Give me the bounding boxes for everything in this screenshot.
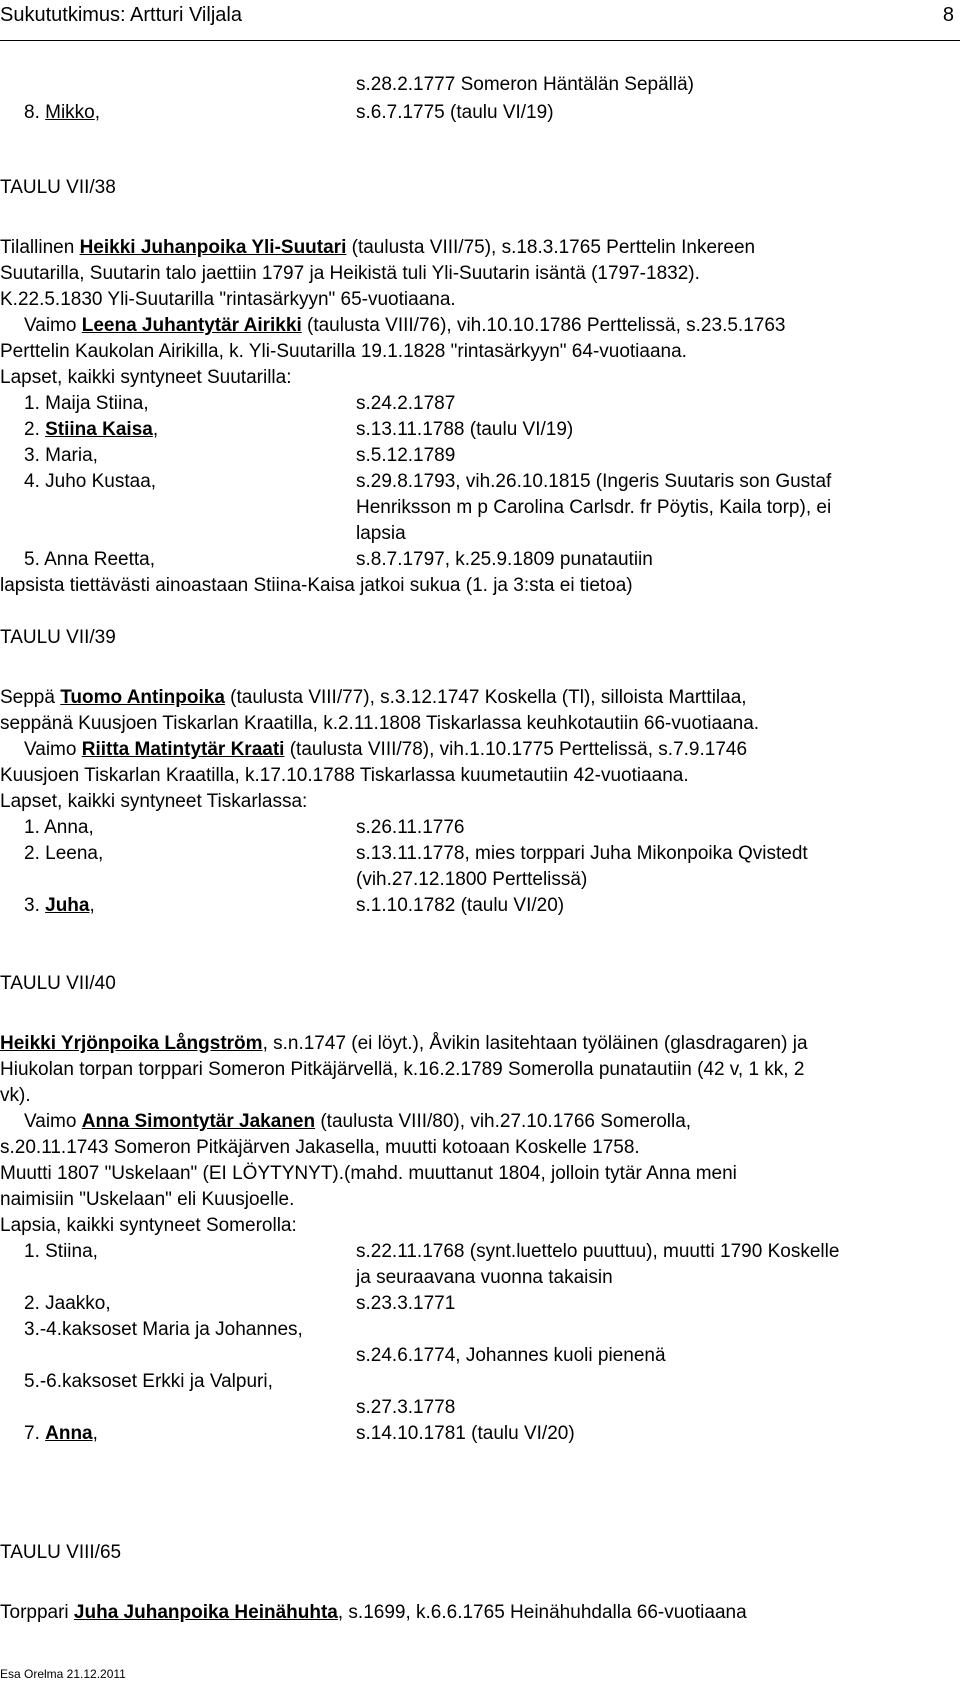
paragraph-line: vk).: [0, 1085, 31, 1106]
child-date-cont: (vih.27.12.1800 Perttelissä): [356, 869, 588, 890]
child-name: 3.-4.kaksoset Maria ja Johannes,: [24, 1319, 303, 1340]
children-heading: Lapset, kaikki syntyneet Tiskarlassa:: [0, 791, 308, 812]
child-name: 5. Anna Reetta,: [24, 549, 155, 570]
paragraph-line: Perttelin Kaukolan Airikilla, k. Yli-Suutarilla 19.1.1828 "rintasärkyyn" 64-vuotiaana.: [0, 341, 687, 362]
child-name: 3. Maria,: [24, 445, 98, 466]
child-name: 1. Stiina,: [24, 1241, 98, 1262]
header-page-number: 8: [942, 4, 954, 26]
footer-author: Esa Orelma 21.12.2011: [0, 1667, 126, 1681]
child-date: s.29.8.1793, vih.26.10.1815 (Ingeris Suutaris son Gustaf: [356, 471, 832, 492]
children-heading: Lapsia, kaikki syntyneet Somerolla:: [0, 1215, 297, 1236]
child-date-cont: ja seuraavana vuonna takaisin: [356, 1267, 613, 1288]
section-heading: TAULU VII/40: [0, 973, 116, 994]
paragraph-line: Seppä Tuomo Antinpoika (taulusta VIII/77), s.3.12.1747 Koskella (Tl), silloista Marttilaa,: [0, 687, 747, 708]
child-date: s.13.11.1788 (taulu VI/19): [356, 419, 574, 440]
child-date: s.24.2.1787: [356, 393, 456, 414]
paragraph-line: Torppari Juha Juhanpoika Heinähuhta, s.1699, k.6.6.1765 Heinähuhdalla 66-vuotiaana: [0, 1602, 747, 1623]
child-date: s.13.11.1778, mies torppari Juha Mikonpoika Qvistedt: [356, 843, 808, 864]
child-name: 3. Juha,: [24, 895, 95, 916]
entry-7-date: s.28.2.1777 Someron Häntälän Sepällä): [356, 74, 695, 95]
paragraph-line: Kuusjoen Tiskarlan Kraatilla, k.17.10.1788 Tiskarlassa kuumetautiin 42-vuotiaana.: [0, 765, 689, 786]
paragraph-line: K.22.5.1830 Yli-Suutarilla "rintasärkyyn" 65-vuotiaana.: [0, 289, 456, 310]
spouse-name[interactable]: Leena Juhantytär Airikki: [81, 315, 302, 336]
paragraph-line: Suutarilla, Suutarin talo jaettiin 1797 ja Heikistä tuli Yli-Suutarin isäntä (1797-1832).: [0, 263, 700, 284]
paragraph-line: naimisiin "Uskelaan" eli Kuusjoelle.: [0, 1189, 295, 1210]
child-name: 1. Maija Stiina,: [24, 393, 149, 414]
child-date: s.23.3.1771: [356, 1293, 456, 1314]
child-date-cont: lapsia: [356, 523, 406, 544]
spouse-name[interactable]: Riitta Matintytär Kraati: [81, 739, 285, 760]
person-name[interactable]: Heikki Juhanpoika Yli-Suutari: [79, 237, 347, 258]
paragraph-line: Muutti 1807 "Uskelaan" (EI LÖYTYNYT).(mahd. muuttanut 1804, jolloin tytär Anna meni: [0, 1163, 737, 1184]
entry-8-name: 8. Mikko,: [24, 102, 101, 123]
link-anna[interactable]: Anna: [45, 1423, 93, 1444]
child-date: s.27.3.1778: [356, 1397, 456, 1418]
spouse-line: Vaimo Riitta Matintytär Kraati (taulusta VIII/78), vih.1.10.1775 Perttelissä, s.7.9.1746: [24, 739, 748, 760]
spouse-line: Vaimo Leena Juhantytär Airikki (taulusta VIII/76), vih.10.10.1786 Perttelissä, s.23.5.1763: [24, 315, 786, 336]
child-date: s.5.12.1789: [356, 445, 456, 466]
child-name: 2. Stiina Kaisa,: [24, 419, 159, 440]
note-line: lapsista tiettävästi ainoastaan Stiina-Kaisa jatkoi sukua (1. ja 3:sta ei tietoa): [0, 575, 633, 596]
spouse-name[interactable]: Anna Simontytär Jakanen: [81, 1111, 316, 1132]
child-name: 2. Leena,: [24, 843, 104, 864]
paragraph-line: s.20.11.1743 Someron Pitkäjärven Jakasella, muutti kotoaan Koskelle 1758.: [0, 1137, 640, 1158]
section-heading: TAULU VIII/65: [0, 1542, 122, 1563]
child-name: 2. Jaakko,: [24, 1293, 111, 1314]
paragraph-line: Hiukolan torpan torppari Someron Pitkäjärvellä, k.16.2.1789 Somerolla punatautiin (42 v, 1 kk, 2: [0, 1059, 805, 1080]
child-date-cont: Henriksson m p Carolina Carlsdr. fr Pöytis, Kaila torp), ei: [356, 497, 832, 518]
section-heading: TAULU VII/38: [0, 177, 116, 198]
link-juha[interactable]: Juha: [45, 895, 90, 916]
link-stiina-kaisa[interactable]: Stiina Kaisa: [45, 419, 153, 440]
person-name[interactable]: Juha Juhanpoika Heinähuhta: [73, 1602, 338, 1623]
child-name: 1. Anna,: [24, 817, 94, 838]
paragraph-line: Heikki Yrjönpoika Långström, s.n.1747 (ei löyt.), Åvikin lasitehtaan työläinen (glasdragaren) ja: [0, 1033, 808, 1054]
header-title: Sukututkimus: Artturi Viljala: [0, 4, 242, 26]
child-date: s.24.6.1774, Johannes kuoli pienenä: [356, 1345, 666, 1366]
child-date: s.26.11.1776: [356, 817, 465, 838]
child-date: s.22.11.1768 (synt.luettelo puuttuu), muutti 1790 Koskelle: [356, 1241, 840, 1262]
person-name[interactable]: Heikki Yrjönpoika Långström: [0, 1033, 263, 1054]
person-name[interactable]: Tuomo Antinpoika: [60, 687, 225, 708]
child-date: s.8.7.1797, k.25.9.1809 punatautiin: [356, 549, 653, 570]
child-name: 7. Anna,: [24, 1423, 98, 1444]
header-rule: [0, 40, 960, 41]
paragraph-line: Tilallinen Heikki Juhanpoika Yli-Suutari (taulusta VIII/75), s.18.3.1765 Perttelin Inkereen: [0, 237, 756, 258]
child-name: 4. Juho Kustaa,: [24, 471, 157, 492]
paragraph-line: seppänä Kuusjoen Tiskarlan Kraatilla, k.2.11.1808 Tiskarlassa keuhkotautiin 66-vuotiaana.: [0, 713, 760, 734]
section-heading: TAULU VII/39: [0, 627, 116, 648]
children-heading: Lapset, kaikki syntyneet Suutarilla:: [0, 367, 292, 388]
child-name: 5.-6.kaksoset Erkki ja Valpuri,: [24, 1371, 273, 1392]
child-date: s.14.10.1781 (taulu VI/20): [356, 1423, 575, 1444]
child-date: s.1.10.1782 (taulu VI/20): [356, 895, 565, 916]
link-mikko[interactable]: Mikko: [45, 102, 95, 123]
spouse-line: Vaimo Anna Simontytär Jakanen (taulusta VIII/80), vih.27.10.1766 Somerolla,: [24, 1111, 692, 1132]
entry-8-date: s.6.7.1775 (taulu VI/19): [356, 102, 554, 123]
